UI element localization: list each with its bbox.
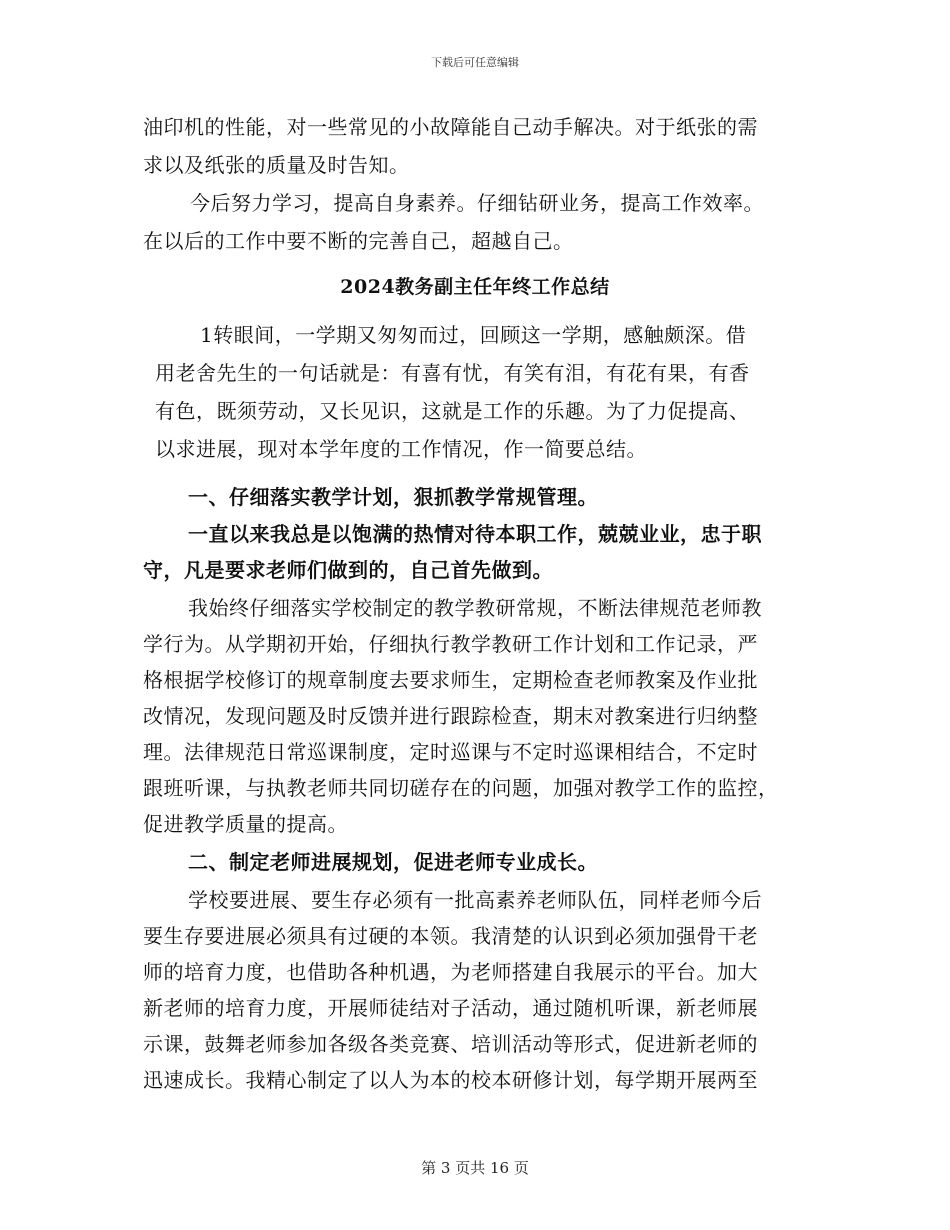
intro-line-1: 油印机的性能，对一些常见的小故障能自己动手解决。对于纸张的需 bbox=[143, 115, 758, 139]
intro-line-3: 今后努力学习，提高自身素养。仔细钻研业务，提高工作效率。 bbox=[190, 191, 764, 215]
page-number: 第 3 页共 16 页 bbox=[421, 1159, 529, 1177]
opening-line-3: 有色，既须劳动，又长见识，这就是工作的乐趣。为了力促提高、 bbox=[155, 399, 750, 423]
section1-line-2: 学行为。从学期初开始，仔细执行教学教研工作计划和工作记录，严 bbox=[143, 632, 758, 656]
section1-line-4: 改情况，发现问题及时反馈并进行跟踪检查，期末对教案进行归纳整 bbox=[143, 704, 758, 728]
header-note: 下载后可任意编辑 bbox=[431, 56, 519, 69]
section1-heading: 一、仔细落实教学计划，狠抓教学常规管理。 bbox=[188, 485, 598, 509]
section2-heading: 二、制定老师进展规划，促进老师专业成长。 bbox=[188, 850, 598, 874]
section1-bold-line-2: 守，凡是要求老师们做到的，自己首先做到。 bbox=[143, 558, 553, 582]
opening-line-2: 用老舍先生的一句话就是：有喜有忧，有笑有泪，有花有果，有香 bbox=[155, 361, 750, 385]
section2-line-5: 示课，鼓舞老师参加各级各类竞赛、培训活动等形式，促进新老师的 bbox=[143, 1032, 758, 1056]
intro-line-2: 求以及纸张的质量及时告知。 bbox=[143, 153, 410, 177]
section2-line-4: 新老师的培育力度，开展师徒结对子活动，通过随机听课，新老师展 bbox=[143, 996, 758, 1020]
section1-line-3: 格根据学校修订的规章制度去要求师生，定期检查老师教案及作业批 bbox=[143, 668, 758, 692]
section2-line-3: 师的培育力度，也借助各种机遇，为老师搭建自我展示的平台。加大 bbox=[143, 960, 758, 984]
opening-line-1: 1转眼间，一学期又匆匆而过，回顾这一学期，感触颇深。借 bbox=[200, 323, 747, 347]
section2-line-2: 要生存要进展必须具有过硬的本领。我清楚的认识到必须加强骨干老 bbox=[143, 924, 758, 948]
section2-line-6: 迅速成长。我精心制定了以人为本的校本研修计划，每学期开展两至 bbox=[143, 1068, 758, 1092]
section1-line-6: 跟班听课，与执教老师共同切磋存在的问题，加强对教学工作的监控， bbox=[143, 776, 779, 800]
document-title: 2024教务副主任年终工作总结 bbox=[340, 276, 610, 298]
section2-line-1: 学校要进展、要生存必须有一批高素养老师队伍，同样老师今后 bbox=[188, 888, 762, 912]
section1-line-5: 理。法律规范日常巡课制度，定时巡课与不定时巡课相结合，不定时 bbox=[143, 740, 758, 764]
section1-line-1: 我始终仔细落实学校制定的教学教研常规，不断法律规范老师教 bbox=[188, 596, 762, 620]
section1-bold-line-1: 一直以来我总是以饱满的热情对待本职工作，兢兢业业，忠于职 bbox=[188, 522, 762, 546]
intro-line-4: 在以后的工作中要不断的完善自己，超越自己。 bbox=[143, 229, 574, 253]
opening-line-4: 以求进展，现对本学年度的工作情况，作一简要总结。 bbox=[155, 437, 647, 461]
section1-line-7: 促进教学质量的提高。 bbox=[143, 812, 348, 836]
